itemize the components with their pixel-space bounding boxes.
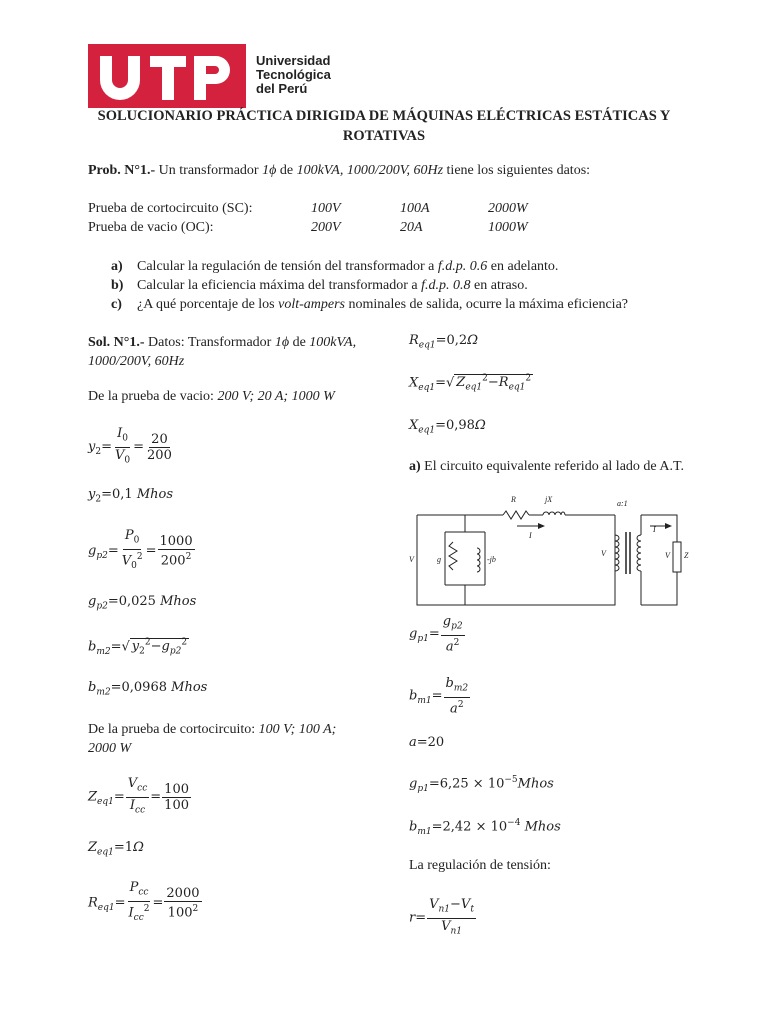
- utp-logo: [88, 44, 334, 108]
- item-text-end: nominales de salida, ocurre la máxima eficiencia?: [345, 297, 628, 312]
- eq-bm2-formula: $b_{m2}=√$ $y_2^2-g_{p2}^2$: [88, 638, 188, 657]
- intro-text-b: de: [289, 335, 310, 350]
- eq-gp2-fraction: $g_{p2}=$ $\frac{P_0}{V_0^2}$ = $\frac{1000}{200^2}$: [88, 528, 193, 571]
- item-em: f.d.p. 0.6: [437, 259, 488, 274]
- logo-wordmark: [256, 54, 331, 96]
- problem-text: Un transformador: [155, 163, 263, 178]
- item-text-end: en atraso.: [470, 278, 528, 293]
- a-value: 20: [427, 735, 445, 750]
- label-vt: V: [665, 551, 670, 560]
- document-title: [92, 106, 676, 146]
- label-bm: -jb: [487, 555, 496, 564]
- test-voltage: 200V: [311, 220, 341, 235]
- sc-values-2: 2000 W: [88, 741, 132, 756]
- item-text: Calcular la eficiencia máxima del transformador a: [137, 278, 422, 293]
- eq-gp2-value: $g_{p2}=0,025$ Mhos: [88, 594, 197, 612]
- gp2-value: 0,025: [118, 594, 156, 609]
- den-100: 100: [167, 904, 193, 920]
- test-row-oc: [88, 220, 648, 239]
- num-1000: 1000: [159, 533, 193, 549]
- eq-y2-value: $y_2=0,1$ Mhos: [88, 487, 174, 505]
- eq-bm1-value: $b_{m1}=2,42 \times 10^{-4}$ Mhos: [409, 818, 561, 837]
- eq-bm2-value: $b_{m2}=0,0968$ Mhos: [88, 680, 208, 698]
- eq-xeq-formula: $X_{eq1}=√$ $Z_{eq1}^2-R_{eq1}^2$: [409, 374, 532, 393]
- den-200: 200: [147, 447, 172, 463]
- problem-phase: 1ϕ: [262, 163, 277, 178]
- eq-gp1-formula: $g_{p1}=$ $\frac{g_{p2}}{a^2}$: [409, 614, 463, 654]
- gp1-value: 6,25 × 10: [439, 776, 505, 792]
- num-2000: 2000: [166, 885, 200, 901]
- intro-phase: 1ϕ: [274, 335, 290, 350]
- intro-text: Datos: Transformador: [144, 335, 275, 350]
- eq-y2-fraction: $y_2=$ $\frac{I_0}{V_0}$ = $\frac{20}{200}$: [88, 426, 172, 466]
- eq-gp1-value: $g_{p1}=6,25$ × $10^{-5}Mhos$: [409, 775, 554, 794]
- sc-text: De la prueba de cortocircuito:: [88, 722, 259, 737]
- den-100: 100: [164, 797, 189, 813]
- test-power: 1000W: [488, 220, 528, 235]
- eq-bm1-formula: $b_{m1}=$ $\frac{b_{m2}}{a^2}$: [409, 676, 469, 716]
- item-em: f.d.p. 0.8: [421, 278, 471, 293]
- gp1-exponent: −5: [504, 775, 518, 785]
- item-text-end: en adelanto.: [487, 259, 559, 274]
- problem-text-c: tiene los siguientes datos:: [443, 163, 591, 178]
- eq-xeq-value: $X_{eq1}=0,98\Omega$: [409, 418, 486, 436]
- unit: Mhos: [136, 487, 174, 502]
- label-gp: g: [437, 555, 441, 564]
- unit: Mhos: [160, 594, 197, 609]
- item-mark: a): [111, 259, 123, 274]
- unit: Mhos: [524, 819, 561, 835]
- eq-req-value: $R_{eq1}=0,2\Omega$: [409, 333, 478, 351]
- problem-text-b: de: [276, 163, 297, 178]
- test-row-sc: [88, 201, 648, 220]
- eq-zeq-fraction: $Z_{eq1}=$ $\frac{V_{cc}}{I_{cc}}$ = $\frac{100}{100}$: [88, 776, 189, 816]
- unit: Mhos: [171, 680, 208, 695]
- label-v1: V: [409, 555, 414, 564]
- question-item: [111, 295, 671, 314]
- test-name: Prueba de cortocircuito (SC):: [88, 201, 253, 216]
- problem-label: Prob. N°1.-: [88, 163, 156, 178]
- title-line-1: SOLUCIONARIO PRÁCTICA DIRIGIDA DE MÁQUINAS ELÉCTRICAS ESTÁTICAS Y: [97, 108, 671, 124]
- circuit-heading: [409, 459, 684, 475]
- label-ratio: a:1: [617, 499, 628, 508]
- item-mark: b): [111, 278, 124, 293]
- bm1-value: 2,42 × 10: [442, 819, 508, 835]
- item-mark: c): [111, 297, 122, 312]
- unit-ohm: Ω: [467, 333, 478, 348]
- req-value: 0,2: [446, 333, 468, 348]
- question-item: [111, 276, 671, 295]
- label-xeq: jX: [545, 495, 553, 504]
- logo-line-3: del Perú: [256, 81, 308, 96]
- test-name: Prueba de vacio (OC):: [88, 220, 214, 235]
- test-power: 2000W: [488, 201, 528, 216]
- equivalent-circuit-diagram: [405, 490, 695, 610]
- y2-value: 0,1: [112, 487, 133, 502]
- sc-values-1: 100 V; 100 A;: [258, 722, 337, 737]
- item-em: volt-ampers: [278, 297, 346, 312]
- oc-values: 200 V; 20 A; 1000 W: [217, 389, 335, 404]
- regulation-heading: La regulación de tensión:: [409, 858, 551, 873]
- question-item: [111, 257, 671, 276]
- solution-intro: [88, 333, 368, 371]
- logo-line-2: Tecnológica: [256, 67, 331, 82]
- circuit-mark: a): [409, 459, 421, 474]
- unit-ohm: Ω: [474, 418, 486, 433]
- test-current: 20A: [400, 220, 423, 235]
- unit: Mhos: [517, 776, 554, 792]
- logo-red-block: [88, 44, 246, 108]
- num-100: 100: [164, 781, 189, 797]
- label-zl: Z: [684, 551, 689, 560]
- test-current: 100A: [400, 201, 430, 216]
- title-line-2: ROTATIVAS: [342, 128, 426, 144]
- utp-letters: [88, 44, 246, 108]
- label-current-primary: I: [529, 531, 532, 540]
- label-req: R: [511, 495, 516, 504]
- question-list: [111, 257, 671, 314]
- problem-spec: 100kVA, 1000/200V, 60Hz: [296, 163, 444, 178]
- test-voltage: 100V: [311, 201, 341, 216]
- solution-label: Sol. N°1.-: [88, 335, 145, 350]
- logo-line-1: Universidad: [256, 53, 331, 68]
- intro-spec-2: 1000/200V, 60Hz: [88, 354, 185, 369]
- eq-regulation-formula: r= $\frac{V_{n1}-V_t}{V_{n1}}$: [409, 897, 474, 937]
- sc-test-line: [88, 720, 364, 758]
- num-20: 20: [151, 431, 168, 447]
- item-text: ¿A qué porcentaje de los: [137, 297, 279, 312]
- problem-statement: [88, 163, 590, 179]
- oc-text: De la prueba de vacio:: [88, 389, 218, 404]
- label-current-secondary: I: [653, 525, 656, 534]
- eq-req-fraction: $R_{eq1}=$ $\frac{P_{cc}}{I_{cc}^2}$ = $\frac{2000}{100^2}$: [88, 880, 200, 923]
- item-text: Calcular la regulación de tensión del transformador a: [137, 259, 438, 274]
- bm1-exponent: −4: [507, 818, 521, 828]
- unit-ohm: Ω: [133, 840, 144, 855]
- label-v2: V: [601, 549, 606, 558]
- bm2-value: 0,0968: [121, 680, 167, 695]
- eq-a-value: a=20: [409, 735, 445, 750]
- test-data-table: [88, 201, 648, 239]
- intro-spec-1: 100kVA,: [309, 335, 357, 350]
- xeq-value: 0,98: [446, 418, 475, 433]
- den-200: 200: [160, 552, 186, 568]
- oc-test-line: [88, 389, 335, 405]
- zeq-value: 1: [124, 840, 134, 855]
- circuit-text: El circuito equivalente referido al lado de A.T.: [420, 459, 684, 474]
- eq-zeq-value: $Z_{eq1}=1\Omega$: [88, 840, 144, 858]
